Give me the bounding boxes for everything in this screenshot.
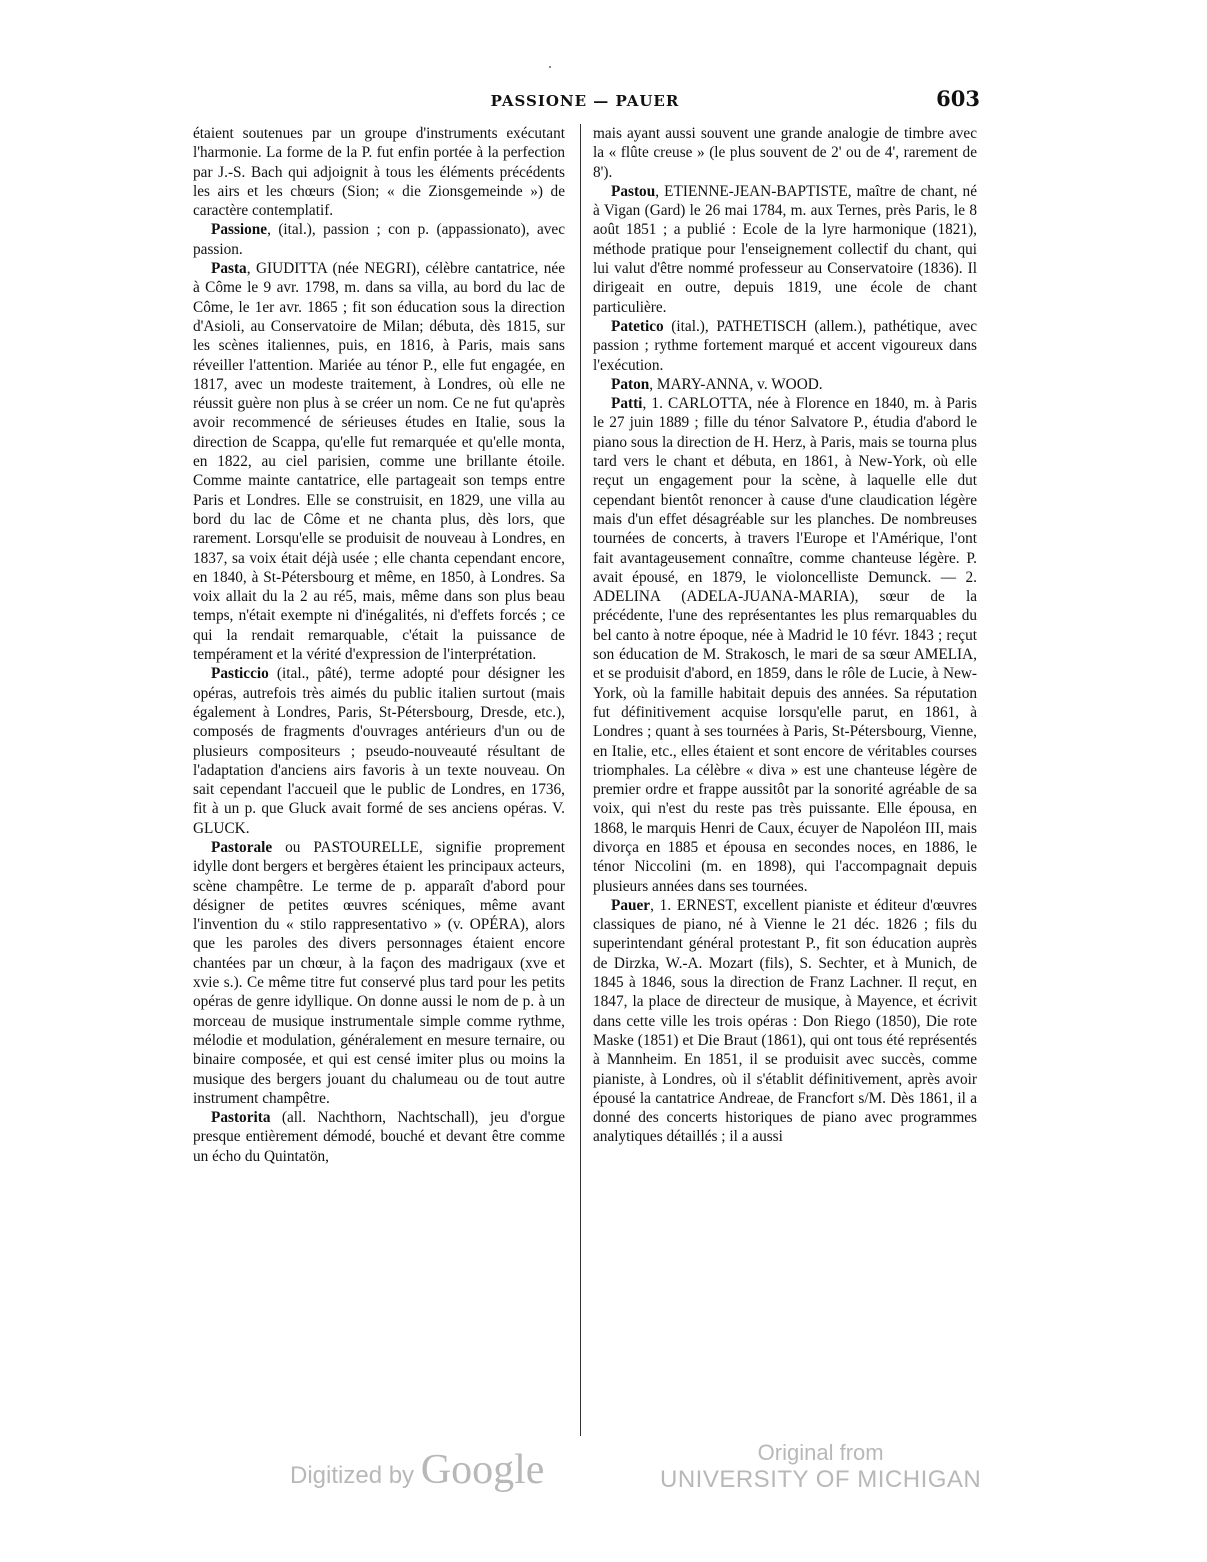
- page-footer: [0, 1440, 1207, 1500]
- entry-paton: Paton, MARY-ANNA, v. WOOD.: [611, 375, 823, 393]
- page-header: [190, 86, 980, 116]
- running-title: PASSIONE — PAUER: [490, 92, 680, 110]
- entry-passione: Passione, (ital.), passion ; con p. (appassionato), avec passion.: [193, 221, 565, 258]
- paragraph: mais ayant aussi souvent une grande analogie de timbre avec la « flûte creuse » (le plus souvent de 2' ou de 4', rarement de 8').: [593, 125, 977, 181]
- entry-patetico: Patetico (ital.), PATHETISCH (allem.), pathétique, avec passion ; rythme fortement marqué et accent vigoureux dans l'exécution.: [593, 317, 977, 374]
- original-line1: Original from: [757, 1440, 884, 1465]
- entry-pauer: Pauer, 1. ERNEST, excellent pianiste et éditeur d'œuvres classiques de piano, né à Vienne le 21 déc. 1826 ; fils du superintendant général protestant P., fit son éducation auprès de Dirzka, W.-A. Mozart (fils), S. Sechter, et à Munich, de 1845 à 1846, sous la direction de Franz Lachner. Il reçut, en 1847, la place de directeur de musique, à Mayence, et écrivit dans cette ville les trois opéras : Don Riego (1850), Die rote Maske (1851) et Die Braut (1861), qui ont tous été représentés à Mannheim. En 1851, il se produisit avec succès, comme pianiste, à Londres, où il s'établit définitivement, après avoir épousé la cantatrice Andreae, de Francfort s/M. Dès 1861, il a donné des concerts historiques de piano avec programmes analytiques détaillés ; il a aussi: [593, 896, 977, 1146]
- entry-pasta: Pasta, GIUDITTA (née NEGRI), célèbre cantatrice, née à Côme le 9 avr. 1798, m. dans sa villa, au bord du lac de Côme, le 1er avr. 1865 ; fit son éducation sous la direction d'Asioli, au Conservatoire de Milan; débuta, dès 1815, sur les scènes italiennes, puis, en 1816, à Paris, mais sans réveiller l'attention. Mariée au ténor P., elle fut engagée, en 1817, avec un modeste traitement, à Londres, où elle ne réussit guère non plus à se créer un nom. Ce ne fut qu'après avoir recommencé de sérieuses études en Italie, sous la direction de Scappa, qu'elle fut remarquée et qu'elle monta, en 1822, au ciel parisien, comme une brillante étoile. Comme mainte cantatrice, elle partageait son temps entre Paris et Londres. Elle se construisit, en 1829, une villa au bord du lac de Côme et ne chanta plus, dès lors, que rarement. Lorsqu'elle se produisit de nouveau à Londres, en 1837, sa voix était déjà usée ; elle chanta cependant encore, en 1840, à St-Pétersbourg et même, en 1850, à Londres. Sa voix allait du la 2 au ré5, mais, même dans son plus beau temps, n'était exempte ni d'inégalités, ni d'effets forcés ; ce qui la rendait remarquable, c'était la puissance de tempérament et la vérité d'expression de l'interprétation.: [193, 260, 565, 664]
- right-column: [593, 124, 977, 1147]
- entry-pastorita: Pastorita (all. Nachthorn, Nachtschall), jeu d'orgue presque entièrement démodé, bouché et devant être comme un écho du Quintatön,: [193, 1109, 565, 1165]
- entry-pastorale: Pastorale ou PASTOURELLE, signifie proprement idylle dont bergers et bergères étaient les principaux acteurs, scène champêtre. Le terme de p. apparaît d'abord pour désigner de petites œuvres scéniques, même avant l'invention du « stilo rappresentativo » (v. OPÉRA), alors que les paroles des divers personnages étaient encore chantées par un chœur, à la façon des madrigaux (xve et xvie s.). Ce même titre fut conservé plus tard pour les petits opéras de genre idyllique. On donne aussi le nom de p. à un morceau de musique instrumentale simple comme rythme, mélodie et modulation, généralement en mesure ternaire, ou binaire composée, et qui est censé imiter plus ou moins la musique des bergers jouant du chalumeau ou de tout autre instrument champêtre.: [193, 838, 565, 1107]
- speck: [549, 66, 551, 68]
- entry-pastou: Pastou, ETIENNE-JEAN-BAPTISTE, maître de chant, né à Vigan (Gard) le 26 mai 1784, m. aux Ternes, près Paris, le 8 août 1851 ; a publié : Ecole de la lyre harmonique (1821), méthode pratique pour l'enseignement collectif du chant, qui lui valut d'être nommé professeur au Conservatoire (1836). Il dirigeait en outre, depuis 1819, une école de chant particulière.: [593, 182, 977, 316]
- paragraph: étaient soutenues par un groupe d'instruments exécutant l'harmonie. La forme de la P. fut enfin portée à la perfection par J.-S. Bach qui adjoignit à tous les éléments précédents les airs et les chœurs (Sion; « die Zionsgemeinde ») de caractère contemplatif.: [193, 125, 565, 220]
- digitized-watermark: [290, 1446, 544, 1494]
- digitized-prefix: Digitized by: [290, 1462, 415, 1489]
- original-source-watermark: [660, 1440, 981, 1494]
- column-divider: [580, 124, 581, 1436]
- entry-patti: Patti, 1. CARLOTTA, née à Florence en 1840, m. à Paris le 27 juin 1889 ; fille du ténor Salvatore P., étudia d'abord le piano sous la direction de H. Herz, à Paris, mais se tourna plus tard vers le chant et débuta, en 1861, à New-York, où elle reçut un engagement pour la scène, à laquelle elle dut cependant bientôt renoncer à cause d'une claudication légère mais d'un effet désagréable sur les planches. De nombreuses tournées de concerts, à travers l'Europe et l'Amérique, l'ont fait avantageusement connaître, comme chanteuse légère. P. avait épousé, en 1879, le violoncelliste Demunck. — 2. ADELINA (ADELA-JUANA-MARIA), sœur de la précédente, l'une des représentantes les plus remarquables du bel canto à notre époque, née à Madrid le 10 févr. 1843 ; reçut son éducation de M. Strakosch, le mari de sa sœur AMELIA, et se produisit d'abord, en 1859, dans le rôle de Lucie, à New-York, où la famille habitait depuis des années. Sa réputation fut définitivement acquise lorsqu'elle parut, en 1861, à Londres ; quant à ses tournées à Paris, St-Pétersbourg, Vienne, en Italie, etc., elles étaient et sont encore de véritables courses triomphales. La célèbre « diva » est une chanteuse légère de premier ordre et frappe aussitôt par la sonorité agréable de sa voix, qui n'est du reste pas très puissante. Elle épousa, en 1868, le marquis Henri de Caux, écuyer de Napoléon III, mais divorça en 1885 et épousa en secondes noces, en 1886, le ténor Niccolini (m. en 1898), qui l'accompagnait depuis plusieurs années dans ses tournées.: [593, 395, 977, 895]
- entry-pasticcio: Pasticcio (ital., pâté), terme adopté pour désigner les opéras, autrefois très aimés du public italien surtout (mais également à Londres, Paris, St-Pétersbourg, Dresde, etc.), composés de fragments d'ouvrages antérieurs d'un ou de plusieurs compositeurs ; pseudo-nouveauté résultant de l'adaptation d'anciens airs favoris à un texte nouveau. On sait cependant l'accueil que le public de Londres, en 1736, fit à un p. que Gluck avait formé de ses anciens opéras. V. GLUCK.: [193, 665, 565, 837]
- page-number: 603: [936, 86, 980, 111]
- original-line2: UNIVERSITY OF MICHIGAN: [660, 1466, 982, 1493]
- google-logo: Google: [420, 1447, 545, 1493]
- left-column: [193, 124, 565, 1166]
